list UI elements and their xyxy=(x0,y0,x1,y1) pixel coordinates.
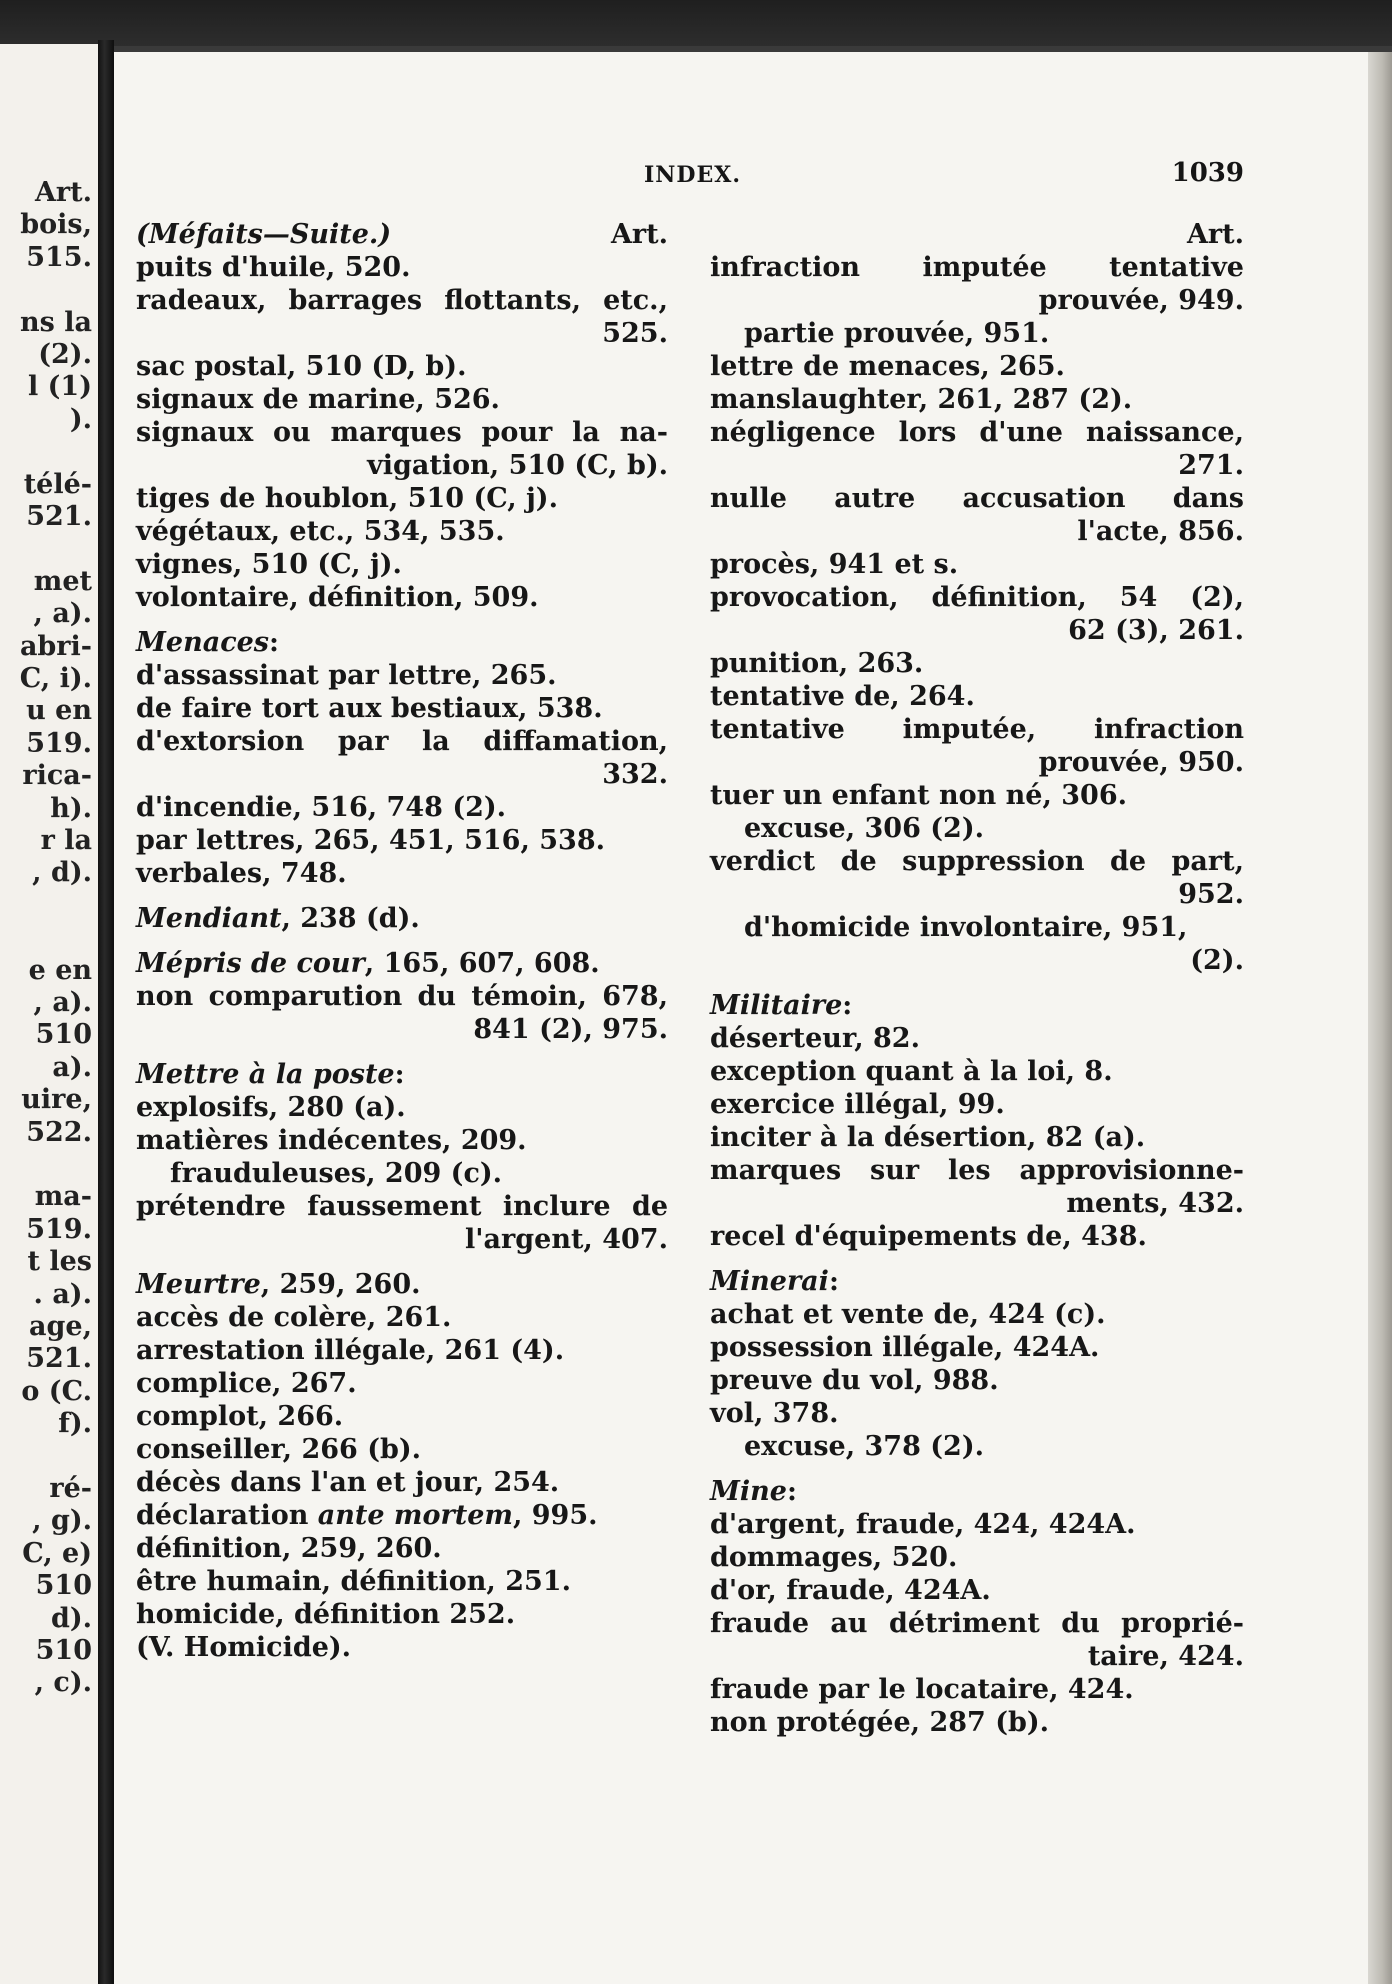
index-entry xyxy=(710,1331,1244,1364)
index-entry xyxy=(710,1574,1244,1607)
heading-refs: , 165, 607, 608. xyxy=(364,948,600,979)
left-page-text: l (1) xyxy=(28,371,92,403)
left-page-text: Art. xyxy=(34,177,92,208)
entry-text: être humain, définition, 251. xyxy=(136,1566,571,1597)
index-entry xyxy=(136,416,668,449)
left-page-text: . a). xyxy=(33,1278,92,1310)
entry-text: achat et vente de, 424 (c). xyxy=(710,1299,1106,1330)
index-entry xyxy=(136,1367,668,1400)
index-heading xyxy=(136,947,668,980)
left-page-text: , a). xyxy=(33,987,92,1018)
entry-text: vol, 378. xyxy=(710,1398,839,1429)
heading-refs: : xyxy=(786,1476,797,1507)
left-page-text: uire, xyxy=(21,1084,92,1116)
heading-refs: : xyxy=(828,1266,839,1297)
entry-continuation: 332. xyxy=(602,759,668,790)
left-page-text: 519. xyxy=(26,1213,92,1245)
index-entry-continuation xyxy=(710,878,1244,911)
entry-text: explosifs, 280 (a). xyxy=(136,1092,406,1123)
index-entry xyxy=(136,692,668,725)
entry-text: arrestation illégale, 261 (4). xyxy=(136,1335,565,1366)
index-entry-continuation xyxy=(710,746,1244,779)
entry-continuation: 525. xyxy=(602,318,668,349)
entry-continuation: ments, 432. xyxy=(1066,1188,1244,1219)
heading-refs: , 259, 260. xyxy=(260,1269,421,1300)
entry-text: de faire tort aux bestiaux, 538. xyxy=(136,693,603,724)
index-entry xyxy=(136,1631,668,1664)
entry-text: déclaration xyxy=(136,1500,318,1531)
heading-term: Minerai xyxy=(710,1266,829,1297)
index-entry xyxy=(710,416,1244,449)
index-entry-continuation xyxy=(136,1223,668,1256)
heading-term: Mépris de cour xyxy=(136,948,365,979)
left-page-text: 521. xyxy=(26,501,92,532)
entry-text: lettre de menaces, 265. xyxy=(710,351,1065,382)
entry-continuation: prouvée, 950. xyxy=(1038,747,1244,778)
entry-text: prétendre faussement inclure de xyxy=(136,1191,668,1222)
left-page-text: t les xyxy=(27,1246,92,1278)
heading-refs: , 238 (d). xyxy=(281,903,420,934)
entry-text: inciter à la désertion, 82 (a). xyxy=(710,1122,1146,1153)
index-entry-continuation xyxy=(710,449,1244,482)
left-page-text: C, i). xyxy=(19,663,92,694)
index-entry xyxy=(136,383,668,416)
index-entry xyxy=(710,1121,1244,1154)
left-page-text: (2). xyxy=(38,339,92,370)
index-entry xyxy=(136,1598,668,1631)
index-entry xyxy=(136,1301,668,1334)
entry-text: infraction imputée tentative xyxy=(710,252,1244,283)
index-entry xyxy=(136,791,668,824)
index-entry xyxy=(136,581,668,614)
entry-text: d'or, fraude, 424A. xyxy=(710,1575,991,1606)
entry-text: définition, 259, 260. xyxy=(136,1533,442,1564)
left-page-fragment xyxy=(0,44,100,1984)
entry-text: d'argent, fraude, 424, 424A. xyxy=(710,1509,1136,1540)
entry-text: d'incendie, 516, 748 (2). xyxy=(136,792,507,823)
index-entry-continuation xyxy=(710,944,1244,977)
entry-text: preuve du vol, 988. xyxy=(710,1365,999,1396)
page-title: INDEX. xyxy=(644,162,741,188)
entry-text: verbales, 748. xyxy=(136,858,347,889)
index-entry-continuation xyxy=(136,1013,668,1046)
index-entry xyxy=(710,1508,1244,1541)
index-entry xyxy=(136,515,668,548)
heading-term: Mine xyxy=(710,1476,787,1507)
entry-continuation: l'acte, 856. xyxy=(1077,516,1244,547)
sub-entry: frauduleuses, 209 (c). xyxy=(170,1158,503,1189)
index-heading xyxy=(710,989,1244,1022)
entry-continuation: 952. xyxy=(1178,879,1244,910)
index-entries-left xyxy=(136,251,668,1664)
left-page-text: ns la xyxy=(20,306,92,338)
index-entry xyxy=(710,548,1244,581)
entry-text: fraude par le locataire, 424. xyxy=(710,1674,1134,1705)
left-page-text: télé- xyxy=(23,468,92,500)
entry-text: non protégée, 287 (b). xyxy=(710,1707,1050,1738)
index-entry xyxy=(710,251,1244,284)
index-entry xyxy=(710,845,1244,878)
entry-continuation: (2). xyxy=(1190,945,1244,976)
entry-text: dommages, 520. xyxy=(710,1542,958,1573)
sub-entry: d'homicide involontaire, 951, xyxy=(744,912,1188,943)
index-heading xyxy=(136,1058,668,1091)
index-sub-entry xyxy=(710,1430,1244,1463)
index-entry xyxy=(710,1706,1244,1739)
left-page-text: r la xyxy=(40,825,92,856)
index-entry-continuation xyxy=(136,449,668,482)
left-page-text: 521. xyxy=(26,1343,92,1375)
entry-text: déserteur, 82. xyxy=(710,1023,920,1054)
book-binding xyxy=(98,40,114,1984)
sub-entry: partie prouvée, 951. xyxy=(744,318,1050,349)
index-entry xyxy=(710,713,1244,746)
left-page-text: ma- xyxy=(34,1181,92,1213)
index-entry xyxy=(710,1298,1244,1331)
entry-text: volontaire, définition, 509. xyxy=(136,582,539,613)
left-page-text: abri- xyxy=(19,630,92,662)
entry-text: tuer un enfant non né, 306. xyxy=(710,780,1128,811)
heading-refs: : xyxy=(394,1059,405,1090)
index-sub-entry xyxy=(710,812,1244,845)
index-entry-continuation xyxy=(136,758,668,791)
index-entry-continuation xyxy=(136,317,668,350)
left-page-text: , c). xyxy=(34,1667,92,1699)
index-heading xyxy=(136,1268,668,1301)
entry-text: verdict de suppression de part, xyxy=(710,846,1244,877)
left-page-text: 522. xyxy=(26,1116,92,1148)
index-entry xyxy=(710,383,1244,416)
left-page-text: o (C. xyxy=(21,1375,92,1407)
heading-term: Mettre à la poste xyxy=(136,1059,395,1090)
left-page-text: age, xyxy=(29,1311,92,1342)
left-page-text: , d). xyxy=(32,857,92,889)
entry-text: radeaux, barrages flottants, etc., xyxy=(136,285,668,316)
entry-text: tentative imputée, infraction xyxy=(710,714,1244,745)
entry-text: punition, 263. xyxy=(710,648,924,679)
index-heading xyxy=(710,1475,1244,1508)
art-label: Art. xyxy=(1186,219,1244,250)
entry-text: sac postal, 510 (D, b). xyxy=(136,351,467,382)
index-entry xyxy=(136,1400,668,1433)
entry-text: d'assassinat par lettre, 265. xyxy=(136,660,557,691)
left-page-text: ré- xyxy=(49,1473,92,1504)
entry-text: décès dans l'an et jour, 254. xyxy=(136,1467,560,1498)
index-entry xyxy=(710,1541,1244,1574)
index-entry-continuation xyxy=(710,284,1244,317)
index-entry xyxy=(710,581,1244,614)
index-entry-continuation xyxy=(710,1640,1244,1673)
entry-text: matières indécentes, 209. xyxy=(136,1125,527,1156)
left-page-text: 519. xyxy=(26,727,92,759)
entry-italic-term: ante mortem xyxy=(317,1500,513,1531)
entry-text: non comparution du témoin, 678, xyxy=(136,981,668,1012)
entry-text: , 995. xyxy=(512,1500,598,1531)
sub-entry: excuse, 378 (2). xyxy=(744,1431,985,1462)
index-entry xyxy=(710,1364,1244,1397)
left-page-text: met xyxy=(33,565,92,597)
column-heading xyxy=(136,218,668,251)
index-entry xyxy=(136,725,668,758)
entry-continuation: vigation, 510 (C, b). xyxy=(367,450,668,481)
index-entry xyxy=(136,980,668,1013)
left-page-text: u en xyxy=(26,695,92,727)
left-page-text: bois, xyxy=(20,209,92,241)
entry-continuation: 841 (2), 975. xyxy=(473,1014,668,1045)
left-page-text: 510 xyxy=(35,1570,92,1602)
left-page-text: , g). xyxy=(32,1505,92,1537)
index-entry xyxy=(710,1154,1244,1187)
index-entry-continuation xyxy=(710,515,1244,548)
index-sub-entry xyxy=(710,911,1244,944)
entry-text: signaux ou marques pour la na- xyxy=(136,417,668,448)
left-page-text: , a). xyxy=(33,598,92,630)
left-page-text: f). xyxy=(58,1408,92,1440)
index-sub-entry xyxy=(710,317,1244,350)
left-page-text: 510 xyxy=(35,1635,92,1666)
index-entry xyxy=(710,1055,1244,1088)
index-entry xyxy=(136,284,668,317)
index-entry xyxy=(136,824,668,857)
sub-entry: excuse, 306 (2). xyxy=(744,813,985,844)
entry-text: conseiller, 266 (b). xyxy=(136,1434,422,1465)
index-entry-continuation xyxy=(710,614,1244,647)
index-entry xyxy=(136,482,668,515)
page-header xyxy=(114,158,1244,198)
index-entry xyxy=(136,251,668,284)
entry-text: manslaughter, 261, 287 (2). xyxy=(710,384,1133,415)
page-number: 1039 xyxy=(1171,158,1244,188)
left-page-text: 510 xyxy=(35,1019,92,1051)
index-column-left xyxy=(136,218,668,1664)
index-entry xyxy=(710,1673,1244,1706)
heading-refs: : xyxy=(269,627,279,658)
index-entry xyxy=(710,1088,1244,1121)
entry-text: recel d'équipements de, 438. xyxy=(710,1221,1147,1252)
heading-term: Meurtre xyxy=(136,1269,261,1300)
index-entry xyxy=(136,857,668,890)
entry-text: fraude au détriment du proprié- xyxy=(710,1608,1244,1639)
index-entry xyxy=(710,1022,1244,1055)
entry-continuation: l'argent, 407. xyxy=(465,1224,668,1255)
entry-text: exercice illégal, 99. xyxy=(710,1089,1005,1120)
index-entry xyxy=(136,1334,668,1367)
index-heading xyxy=(136,902,668,935)
index-entry xyxy=(136,1565,668,1598)
heading-term: Militaire xyxy=(710,990,843,1021)
index-entry xyxy=(710,350,1244,383)
art-label: Art. xyxy=(610,219,668,250)
entry-text: signaux de marine, 526. xyxy=(136,384,500,415)
entry-continuation: prouvée, 949. xyxy=(1038,285,1244,316)
left-page-text: h). xyxy=(50,792,92,824)
index-entry xyxy=(136,548,668,581)
entry-text: vignes, 510 (C, j). xyxy=(136,549,402,580)
entry-text: d'extorsion par la diffamation, xyxy=(136,726,668,757)
index-entry xyxy=(710,680,1244,713)
index-entries-right xyxy=(710,251,1244,1739)
entry-text: tentative de, 264. xyxy=(710,681,975,712)
index-entry xyxy=(136,1190,668,1223)
entry-text: exception quant à la loi, 8. xyxy=(710,1056,1113,1087)
page-edge xyxy=(1368,52,1392,1984)
entry-text: provocation, définition, 54 (2), xyxy=(710,582,1244,613)
index-entry xyxy=(710,647,1244,680)
entry-continuation: taire, 424. xyxy=(1087,1641,1244,1672)
entry-text: complice, 267. xyxy=(136,1368,357,1399)
entry-text: complot, 266. xyxy=(136,1401,344,1432)
entry-text: (V. Homicide). xyxy=(136,1632,352,1663)
left-page-text: C, e) xyxy=(22,1537,92,1569)
entry-text: puits d'huile, 520. xyxy=(136,252,411,283)
index-entry xyxy=(710,1607,1244,1640)
heading-refs: : xyxy=(842,990,853,1021)
index-entry xyxy=(710,779,1244,812)
entry-text: végétaux, etc., 534, 535. xyxy=(136,516,505,547)
index-entry xyxy=(136,1466,668,1499)
index-sub-entry xyxy=(136,1157,668,1190)
entry-text: homicide, définition 252. xyxy=(136,1599,516,1630)
entry-text: tiges de houblon, 510 (C, j). xyxy=(136,483,558,514)
entry-text: nulle autre accusation dans xyxy=(710,483,1244,514)
index-entry xyxy=(136,1091,668,1124)
index-entry xyxy=(136,350,668,383)
left-page-text: a). xyxy=(52,1051,92,1083)
index-entry xyxy=(710,482,1244,515)
heading-term: Menaces xyxy=(136,627,270,658)
index-column-right xyxy=(710,218,1244,1739)
index-entry xyxy=(136,1124,668,1157)
heading-term: Mendiant xyxy=(136,903,282,934)
left-page-text: 515. xyxy=(26,241,92,273)
index-heading xyxy=(710,1265,1244,1298)
index-entry-continuation xyxy=(710,1187,1244,1220)
left-page-text: d). xyxy=(50,1602,92,1634)
entry-text: procès, 941 et s. xyxy=(710,549,959,580)
entry-text: par lettres, 265, 451, 516, 538. xyxy=(136,825,606,856)
entry-text: marques sur les approvisionne- xyxy=(710,1155,1244,1186)
entry-text: négligence lors d'une naissance, xyxy=(710,417,1244,448)
index-heading xyxy=(136,626,668,659)
index-entry xyxy=(136,659,668,692)
index-entry xyxy=(136,1433,668,1466)
index-entry xyxy=(136,1532,668,1565)
suite-label: (Méfaits—Suite.) xyxy=(136,219,392,250)
entry-continuation: 271. xyxy=(1178,450,1244,481)
left-page-text: e en xyxy=(28,954,92,986)
scan-top-shadow xyxy=(0,0,1392,46)
left-page-text: ). xyxy=(69,403,92,435)
left-page-text: rica- xyxy=(22,760,92,792)
entry-text: possession illégale, 424A. xyxy=(710,1332,1100,1363)
index-entry xyxy=(710,1220,1244,1253)
entry-text: accès de colère, 261. xyxy=(136,1302,452,1333)
index-entry xyxy=(710,1397,1244,1430)
entry-continuation: 62 (3), 261. xyxy=(1068,615,1244,646)
index-entry xyxy=(136,1499,668,1532)
